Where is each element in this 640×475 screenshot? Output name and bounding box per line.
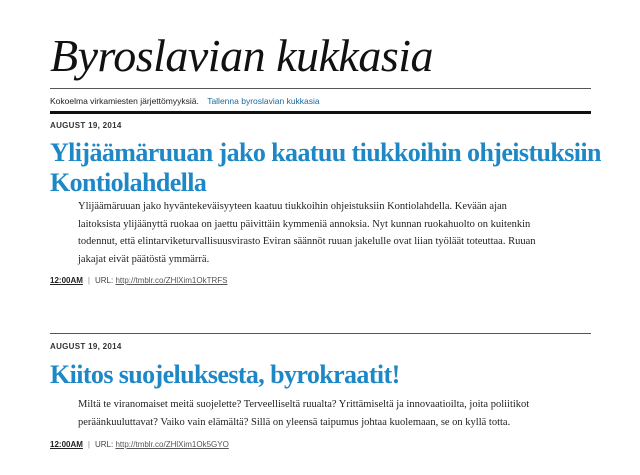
post-short-url[interactable]: http://tmblr.co/ZHlXim1Ok5GYO: [115, 440, 229, 449]
post-body: Miltä te viranomaiset meitä suojelette? Terveelliseltä ruualta? Yrittämiseltä ja innovaatioilta, joita poliitikot peräänkuuluttavat? Vaiko vain elämältä? Sillä on yleensä taipumus johtaa kuolemaan, se on kyllä totta.: [78, 399, 530, 428]
post-time-link[interactable]: 12:00AM: [50, 440, 83, 449]
post-meta: [50, 440, 229, 449]
blog-tagline-row: [50, 96, 320, 106]
url-label: URL:: [94, 276, 114, 285]
blog-tagline: Kokoelma virkamiesten järjettömyyksiä.: [50, 96, 199, 106]
meta-separator: |: [87, 276, 90, 285]
save-blog-link[interactable]: Tallenna byroslavian kukkasia: [207, 96, 320, 106]
post-divider: [50, 333, 591, 334]
post-time-link[interactable]: 12:00AM: [50, 276, 83, 285]
meta-separator: |: [87, 440, 90, 449]
post-title[interactable]: Kiitos suojeluksesta, byrokraatit!: [50, 360, 400, 389]
header-rule-bottom: [50, 111, 591, 114]
post-body: Ylijäämäruuan jako hyväntekeväisyyteen kaatuu tiukkoihin ohjeistuksiin Kontiolahdella. Kevään ajan laitoksista ylijäänyttä ruokaa on jaettu päivittäin kymmeniä annoksia. Nyt kunnan ruokahuolto on kuitenkin todennut, että elintarviketurvallisuusvirasto Eviran säännöt ruuan jakelulle ovat liian työläät toteuttaa. Ruuan jakajat eivät päätöstä ymmärrä.: [78, 201, 536, 265]
header-rule-top: [50, 88, 591, 89]
post-short-url[interactable]: http://tmblr.co/ZHlXim1OkTRFS: [115, 276, 228, 285]
post-date: AUGUST 19, 2014: [50, 342, 122, 351]
post-title[interactable]: Ylijäämäruuan jako kaatuu tiukkoihin ohjeistuksiin Kontiolahdella: [50, 138, 601, 197]
url-label: URL:: [94, 440, 114, 449]
post-date: AUGUST 19, 2014: [50, 121, 122, 130]
post-meta: [50, 276, 227, 285]
blog-title[interactable]: Byroslavian kukkasia: [50, 30, 434, 81]
